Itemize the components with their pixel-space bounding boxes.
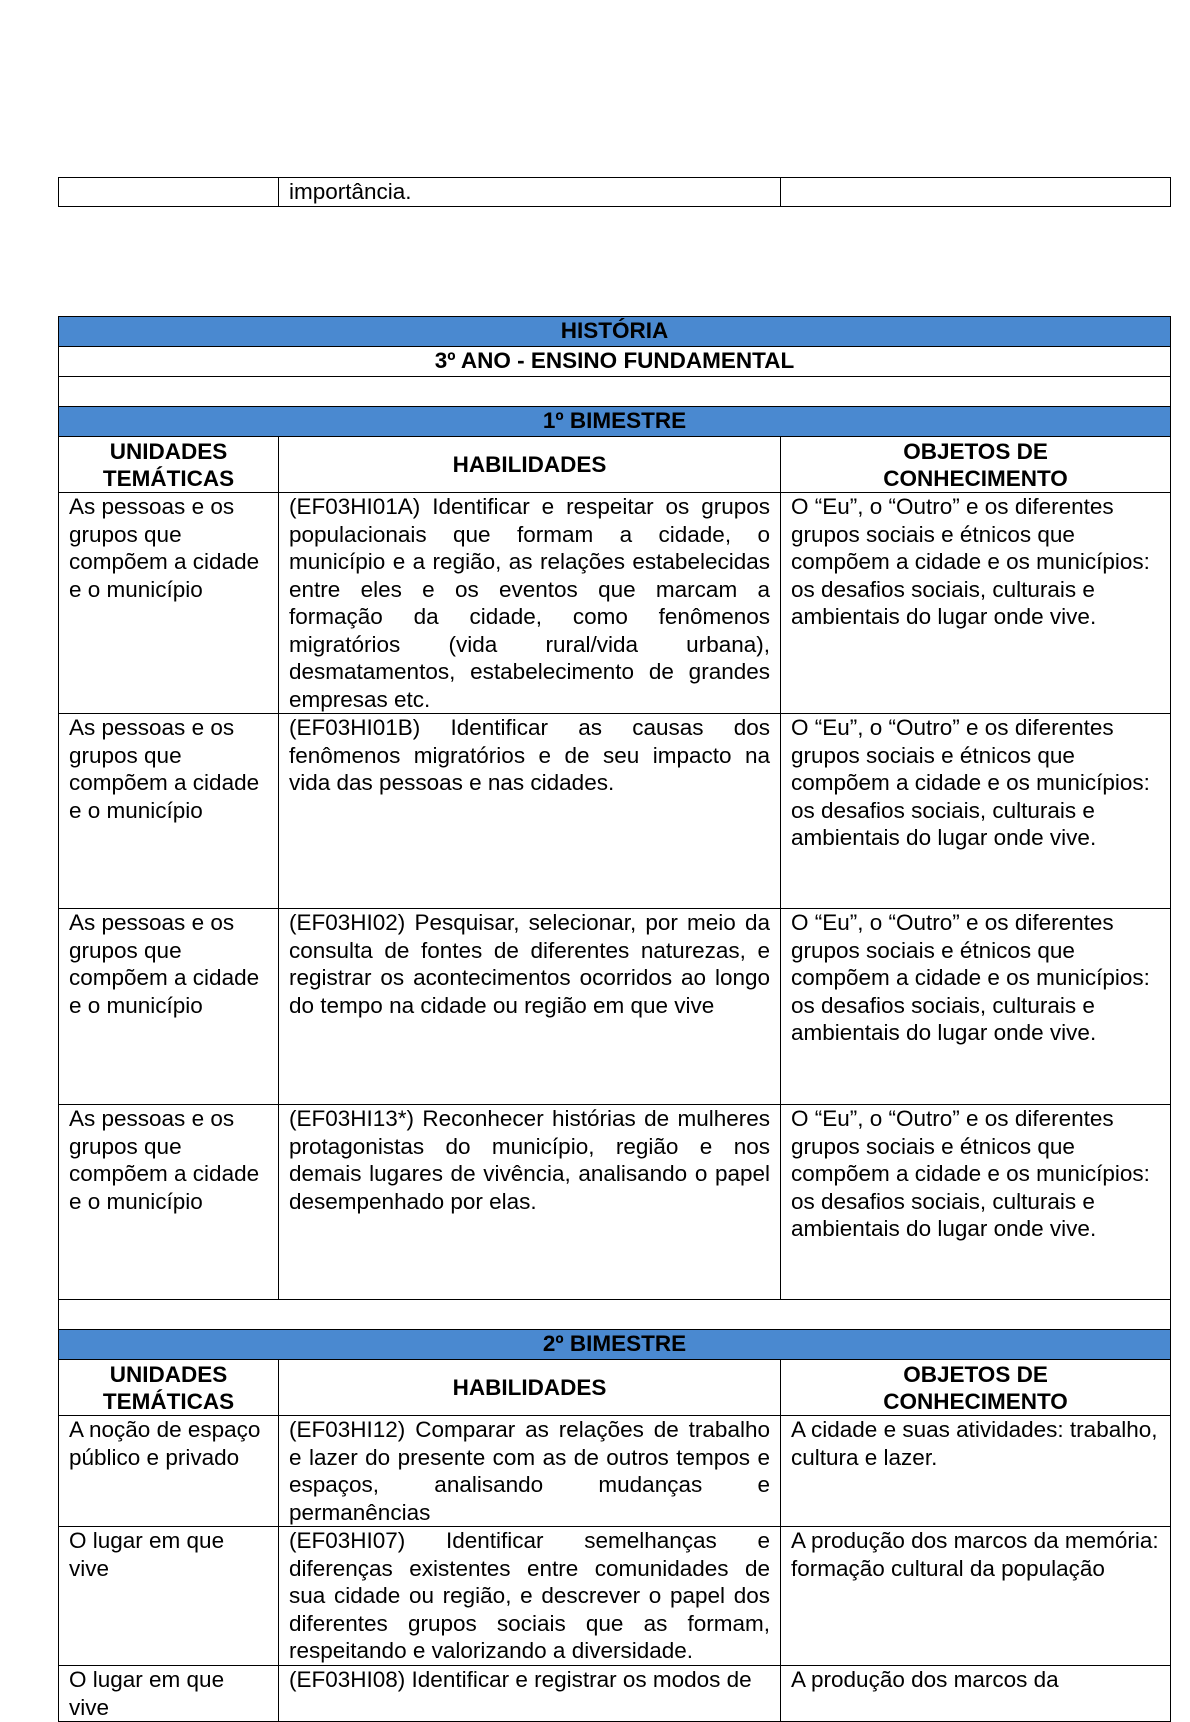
table-row: [59, 909, 1171, 1105]
cell-object: O “Eu”, o “Outro” e os diferentes grupos sociais e étnicos que compõem a cidade e os municípios: os desafios sociais, culturais e ambientais do lugar onde vive.: [781, 714, 1171, 909]
cell-object: A cidade e suas atividades: trabalho, cultura e lazer.: [781, 1416, 1171, 1527]
cell-skill: (EF03HI01B) Identificar as causas dos fenômenos migratórios e de seu impacto na vida das pessoas e nas cidades.: [279, 714, 781, 909]
grade-row: [59, 347, 1171, 377]
cell-skill: importância.: [279, 178, 781, 207]
cell-skill: (EF03HI13*) Reconhecer histórias de mulheres protagonistas do município, região e nos demais lugares de vivência, analisando o papel desempenhado por elas.: [279, 1105, 781, 1300]
cell-skill: (EF03HI02) Pesquisar, selecionar, por meio da consulta de fontes de diferentes naturezas, e registrar os acontecimentos ocorridos ao longo do tempo na cidade ou região em que vive: [279, 909, 781, 1105]
grade-title: 3º ANO - ENSINO FUNDAMENTAL: [59, 347, 1171, 377]
previous-table-fragment: [58, 177, 1171, 207]
subject-title: HISTÓRIA: [59, 317, 1171, 347]
bimester-2-title: 2º BIMESTRE: [59, 1330, 1171, 1360]
curriculum-table: [58, 316, 1171, 1722]
table-row: [59, 1105, 1171, 1300]
cell-object: A produção dos marcos da: [781, 1666, 1171, 1722]
cell-skill: (EF03HI01A) Identificar e respeitar os grupos populacionais que formam a cidade, o município e a região, as relações estabelecidas entre eles e os eventos que marcam a formação da cidade, como fenômenos migratórios (vida rural/vida urbana), desmatamentos, estabelecimento de grandes empresas etc.: [279, 493, 781, 714]
cell-unit: As pessoas e os grupos que compõem a cidade e o município: [59, 1105, 279, 1300]
cell-unit: As pessoas e os grupos que compõem a cidade e o município: [59, 909, 279, 1105]
cell-object: [781, 178, 1171, 207]
column-header-row: [59, 437, 1171, 493]
header-units: UNIDADES TEMÁTICAS: [59, 437, 279, 493]
cell-unit: [59, 178, 279, 207]
cell-unit: As pessoas e os grupos que compõem a cidade e o município: [59, 714, 279, 909]
bimester-2-banner-row: [59, 1330, 1171, 1360]
header-objects: OBJETOS DE CONHECIMENTO: [781, 437, 1171, 493]
table-row: [59, 493, 1171, 714]
cell-object: O “Eu”, o “Outro” e os diferentes grupos sociais e étnicos que compõem a cidade e os municípios: os desafios sociais, culturais e ambientais do lugar onde vive.: [781, 493, 1171, 714]
header-units: UNIDADES TEMÁTICAS: [59, 1360, 279, 1416]
table-row: [59, 178, 1171, 207]
cell-object: O “Eu”, o “Outro” e os diferentes grupos sociais e étnicos que compõem a cidade e os municípios: os desafios sociais, culturais e ambientais do lugar onde vive.: [781, 909, 1171, 1105]
bimester-1-title: 1º BIMESTRE: [59, 407, 1171, 437]
cell-object: O “Eu”, o “Outro” e os diferentes grupos sociais e étnicos que compõem a cidade e os municípios: os desafios sociais, culturais e ambientais do lugar onde vive.: [781, 1105, 1171, 1300]
header-skills: HABILIDADES: [279, 437, 781, 493]
cell-unit: O lugar em que vive: [59, 1666, 279, 1722]
table-row: [59, 1416, 1171, 1527]
column-header-row: [59, 1360, 1171, 1416]
table-row: [59, 1666, 1171, 1722]
cell-unit: A noção de espaço público e privado: [59, 1416, 279, 1527]
cell-unit: As pessoas e os grupos que compõem a cidade e o município: [59, 493, 279, 714]
table-row: [59, 714, 1171, 909]
spacer-row: [59, 377, 1171, 407]
cell-skill: (EF03HI07) Identificar semelhanças e diferenças existentes entre comunidades de sua cidade ou região, e descrever o papel dos diferentes grupos sociais que as formam, respeitando e valorizando a diversidade.: [279, 1527, 781, 1666]
bimester-1-banner-row: [59, 407, 1171, 437]
cell-unit: O lugar em que vive: [59, 1527, 279, 1666]
table-row: [59, 1527, 1171, 1666]
header-objects: OBJETOS DE CONHECIMENTO: [781, 1360, 1171, 1416]
cell-skill: (EF03HI08) Identificar e registrar os modos de: [279, 1666, 781, 1722]
cell-skill: (EF03HI12) Comparar as relações de trabalho e lazer do presente com as de outros tempos e espaços, analisando mudanças e permanências: [279, 1416, 781, 1527]
header-skills: HABILIDADES: [279, 1360, 781, 1416]
subject-banner-row: [59, 317, 1171, 347]
spacer-row: [59, 1300, 1171, 1330]
cell-object: A produção dos marcos da memória: formação cultural da população: [781, 1527, 1171, 1666]
